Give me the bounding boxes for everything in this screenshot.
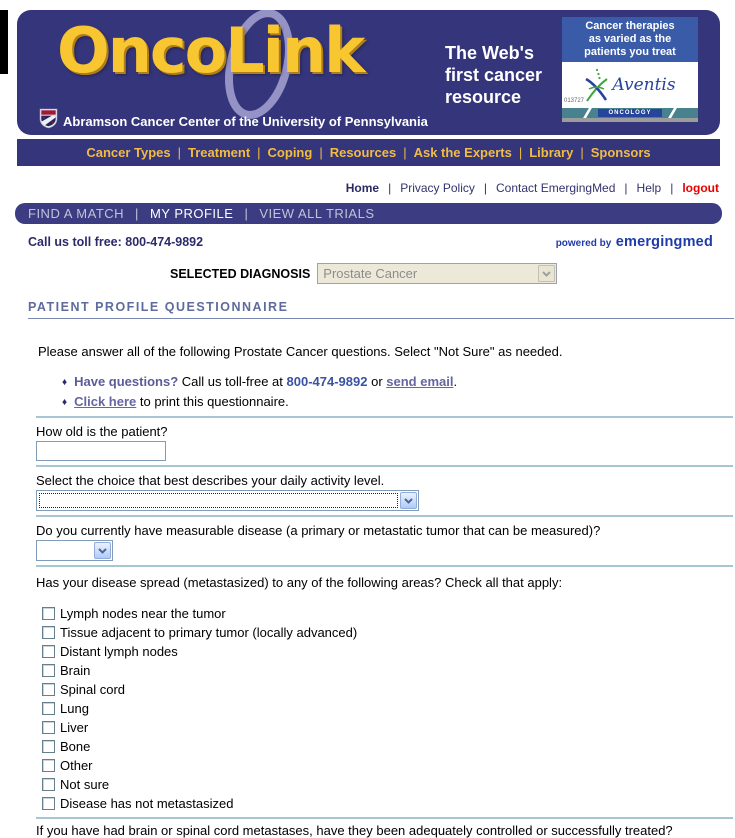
ad-oncology-bar (562, 108, 698, 118)
site-tagline: The Web's first cancer resource (445, 43, 543, 107)
question-brain-spinal-label: If you have had brain or spinal cord metastases, have they been adequately controlled or successfully treated? (36, 823, 673, 838)
aventis-ad-banner[interactable] (562, 17, 698, 122)
utility-help-link[interactable]: Help (636, 181, 662, 195)
question-age-label: How old is the patient? (36, 424, 168, 439)
checkbox-option-distant-lymph[interactable]: Distant lymph nodes (42, 642, 735, 661)
bullet-phone-number: 800-474-9892 (286, 374, 368, 389)
nav-resources[interactable]: Resources (329, 145, 397, 160)
question-age (36, 418, 735, 461)
nav-library[interactable]: Library (529, 145, 574, 160)
have-questions-label: Have questions? (74, 374, 179, 389)
checkbox-option-not-metastasized[interactable]: Disease has not metastasized (42, 794, 735, 813)
nav-coping[interactable]: Coping (267, 145, 313, 160)
question-measurable-label: Do you currently have measurable disease (a primary or metastatic tumor that can be measured)? (36, 523, 601, 538)
ad-headline: Cancer therapies as varied as the patients you treat (562, 17, 698, 62)
checkbox-option-liver[interactable]: Liver (42, 718, 735, 737)
diagnosis-select (317, 263, 557, 284)
oncolink-logo[interactable]: OncoLink (57, 14, 364, 87)
tab-view-all-trials[interactable]: VIEW ALL TRIALS (259, 206, 375, 221)
toll-free-phone: Call us toll free: 800-474-9892 (28, 235, 204, 249)
checkbox[interactable] (42, 626, 55, 639)
nav-treatment[interactable]: Treatment (188, 145, 251, 160)
checkbox-option-other[interactable]: Other (42, 756, 735, 775)
question-brain-spinal-control (36, 819, 735, 838)
checkbox[interactable] (42, 759, 55, 772)
activity-level-select[interactable] (36, 490, 419, 511)
checkbox[interactable] (42, 683, 55, 696)
checkbox-option-lymph-near[interactable]: Lymph nodes near the tumor (42, 604, 735, 623)
ad-brand-name: Aventis (612, 75, 676, 95)
selected-diagnosis-row (0, 263, 735, 284)
ad-code: 013727 (564, 98, 585, 104)
utility-navigation (0, 181, 735, 196)
window-edge-strip (0, 10, 8, 74)
emergingmed-brand: emergingmed (615, 234, 713, 250)
checkbox-option-not-sure[interactable]: Not sure (42, 775, 735, 794)
help-bullets (62, 372, 735, 412)
checkbox-option-tissue-adjacent[interactable]: Tissue adjacent to primary tumor (locally advanced) (42, 623, 735, 642)
trial-navigation-bar (15, 203, 722, 224)
tab-my-profile[interactable]: MY PROFILE (149, 206, 234, 221)
checkbox[interactable] (42, 778, 55, 791)
utility-privacy-link[interactable]: Privacy Policy (400, 181, 475, 195)
print-questionnaire-link[interactable]: Click here (74, 394, 137, 409)
nav-cancer-types[interactable]: Cancer Types (86, 145, 171, 160)
main-navigation (17, 139, 720, 166)
aventis-logo-icon (584, 67, 610, 103)
send-email-link[interactable]: send email (386, 374, 454, 389)
utility-contact-link[interactable]: Contact EmergingMed (496, 181, 616, 195)
checkbox-option-lung[interactable]: Lung (42, 699, 735, 718)
chevron-down-icon (538, 265, 555, 282)
powered-by: powered by emergingmed (555, 234, 713, 250)
metastasis-checkbox-list (36, 604, 735, 813)
checkbox[interactable] (42, 702, 55, 715)
question-metastasis-label: Has your disease spread (metastasized) to any of the following areas? Check all that apply: (36, 575, 563, 590)
bullet-line-questions: ♦ Have questions? Call us toll-free at 800-474-9892 or send email. (62, 372, 735, 392)
nav-ask-the-experts[interactable]: Ask the Experts (413, 145, 512, 160)
selected-diagnosis-label: SELECTED DIAGNOSIS (170, 266, 311, 281)
chevron-down-icon[interactable] (94, 542, 111, 559)
question-activity-level (36, 467, 735, 511)
checkbox[interactable] (42, 664, 55, 677)
checkbox-option-brain[interactable]: Brain (42, 661, 735, 680)
question-measurable-disease (36, 517, 735, 561)
logout-link[interactable]: logout (682, 181, 719, 195)
measurable-disease-select[interactable] (36, 540, 113, 561)
checkbox[interactable] (42, 740, 55, 753)
age-input[interactable] (36, 441, 166, 461)
utility-home-link[interactable]: Home (345, 181, 380, 195)
nav-sponsors[interactable]: Sponsors (590, 145, 651, 160)
checkbox[interactable] (42, 797, 55, 810)
checkbox-option-spinal-cord[interactable]: Spinal cord (42, 680, 735, 699)
penn-shield-icon (39, 108, 58, 129)
page-title: PATIENT PROFILE QUESTIONNAIRE (28, 300, 734, 319)
checkbox-option-bone[interactable]: Bone (42, 737, 735, 756)
site-header (17, 10, 720, 135)
question-activity-label: Select the choice that best describes your daily activity level. (36, 473, 385, 488)
org-name: Abramson Cancer Center of the University of Pennsylvania (63, 114, 428, 129)
checkbox[interactable] (42, 721, 55, 734)
ad-division-label: ONCOLOGY (598, 109, 662, 117)
checkbox[interactable] (42, 645, 55, 658)
checkbox[interactable] (42, 607, 55, 620)
question-metastasis (36, 567, 735, 813)
info-row (0, 233, 735, 251)
diagnosis-select-value: Prostate Cancer (323, 266, 418, 281)
chevron-down-icon[interactable] (400, 492, 417, 509)
bullet-line-print: ♦ Click here to print this questionnaire. (62, 392, 735, 412)
tab-find-a-match[interactable]: FIND A MATCH (28, 206, 125, 221)
intro-text: Please answer all of the following Prostate Cancer questions. Select "Not Sure" as needed. (38, 344, 563, 359)
